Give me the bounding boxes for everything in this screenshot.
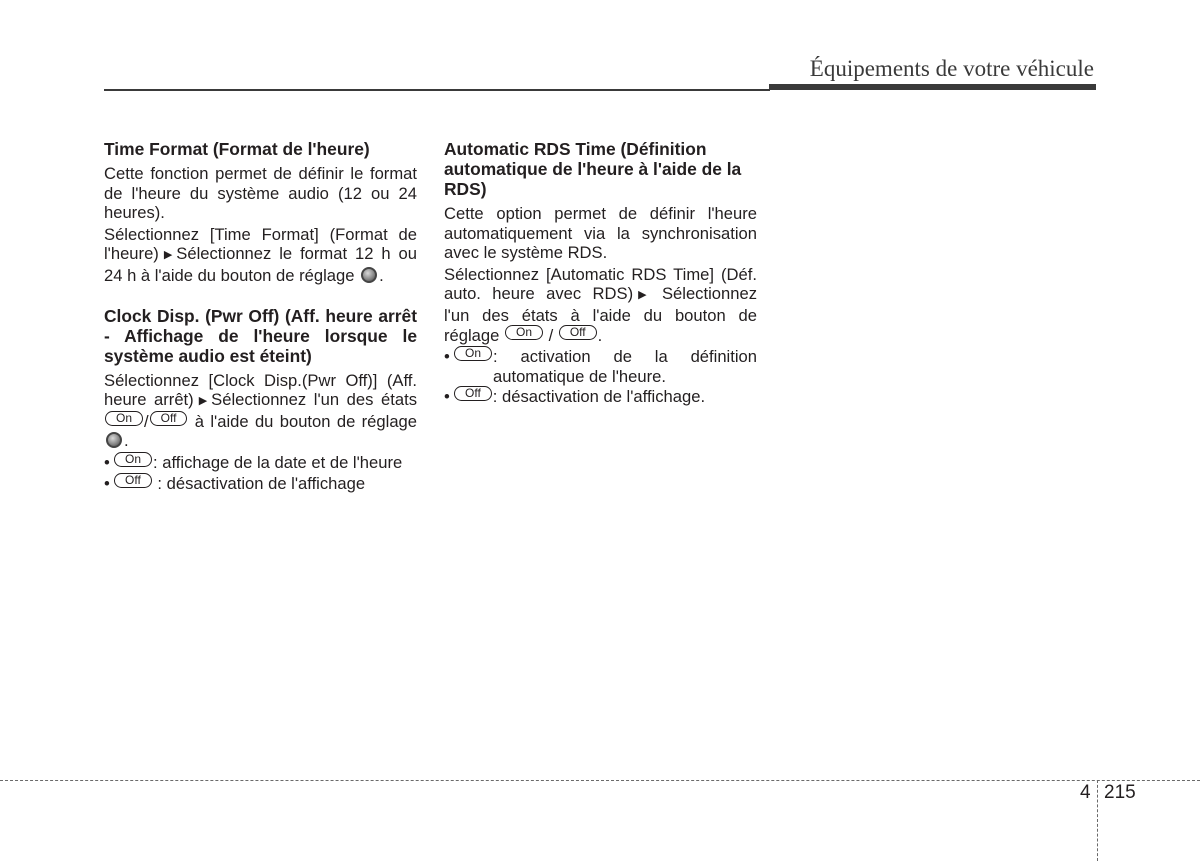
clock-disp-instr-c: à l'aide du bouton de réglage (194, 411, 417, 431)
footer-dashed-divider (1097, 780, 1098, 861)
slash: / (144, 411, 149, 431)
arrow-right-icon: ▶ (163, 249, 173, 262)
clock-disp-instr-b: Sélectionnez l'un des états (211, 390, 417, 410)
off-button-icon: Off (114, 473, 152, 488)
slash: / (544, 325, 558, 345)
clock-disp-instr-end: . (124, 431, 129, 451)
off-button-icon: Off (150, 411, 188, 426)
list-item (104, 453, 417, 473)
rds-time-description: Cette option permet de définir l'heure automatiquement via la synchronisation avec le système RDS. (444, 204, 757, 263)
on-button-icon: On (105, 411, 143, 426)
bullet-dot: • (444, 387, 450, 407)
list-item (104, 474, 417, 494)
off-button-icon: Off (454, 386, 492, 401)
bullet-on-text: : affichage de la date et de l'heure (153, 452, 403, 472)
rds-bullet-on-text: : activation de la définition automatique de l'heure. (493, 347, 757, 386)
running-header-title: Équipements de votre véhicule (809, 56, 1094, 81)
page-number: 215 (1104, 782, 1136, 803)
on-button-icon: On (454, 346, 492, 361)
clock-disp-heading: Clock Disp. (Pwr Off) (Aff. heure arrêt - Affichage de l'heure lorsque le système audio est éteint) (104, 305, 417, 366)
off-button-icon: Off (559, 325, 597, 340)
left-column (104, 139, 417, 494)
tune-knob-icon (361, 267, 377, 283)
footer-dashed-rule (0, 780, 1200, 781)
arrow-right-icon: ▶ (198, 395, 208, 408)
clock-disp-instructions (104, 371, 417, 451)
rds-time-instructions (444, 265, 757, 345)
rds-instr-end: . (597, 325, 603, 345)
header-rule-thin (104, 89, 770, 91)
time-format-instr-a: Sélectionnez [Time Format] (Format de l'heure) (104, 224, 417, 264)
time-format-instr-b: Sélectionnez le format 12 h ou 24 h à l'aide du bouton de réglage (104, 244, 417, 285)
time-format-instr-end: . (379, 265, 384, 285)
clock-disp-instr-a: Sélectionnez [Clock Disp.(Pwr Off)] (Aff. heure arrêt) (104, 370, 417, 410)
bullet-dot: • (444, 347, 450, 367)
bullet-dot: • (104, 452, 110, 472)
chapter-number: 4 (1080, 782, 1091, 803)
arrow-right-icon: ▶ (638, 289, 647, 302)
time-format-instructions (104, 225, 417, 286)
bullet-off-text: : désactivation de l'affichage (157, 473, 366, 493)
rds-time-heading: Automatic RDS Time (Définition automatique de l'heure à l'aide de la RDS) (444, 139, 742, 199)
rds-bullet-off-text: : désactivation de l'affichage. (492, 387, 706, 407)
list-item (444, 347, 757, 386)
list-item (444, 387, 757, 407)
right-column (444, 139, 757, 408)
on-button-icon: On (114, 452, 152, 467)
rds-instr-b: Sélectionnez l'un des états à l'aide du bouton de réglage (444, 284, 757, 345)
rds-instr-a: Sélectionnez [Automatic RDS Time] (Déf. auto. heure avec RDS) (444, 264, 757, 304)
header-rule-thick (769, 84, 1096, 90)
time-format-heading: Time Format (Format de l'heure) (104, 139, 370, 159)
on-button-icon: On (505, 325, 543, 340)
time-format-description: Cette fonction permet de définir le format de l'heure du système audio (12 ou 24 heures). (104, 164, 417, 223)
bullet-dot: • (104, 473, 110, 493)
tune-knob-icon (106, 432, 122, 448)
